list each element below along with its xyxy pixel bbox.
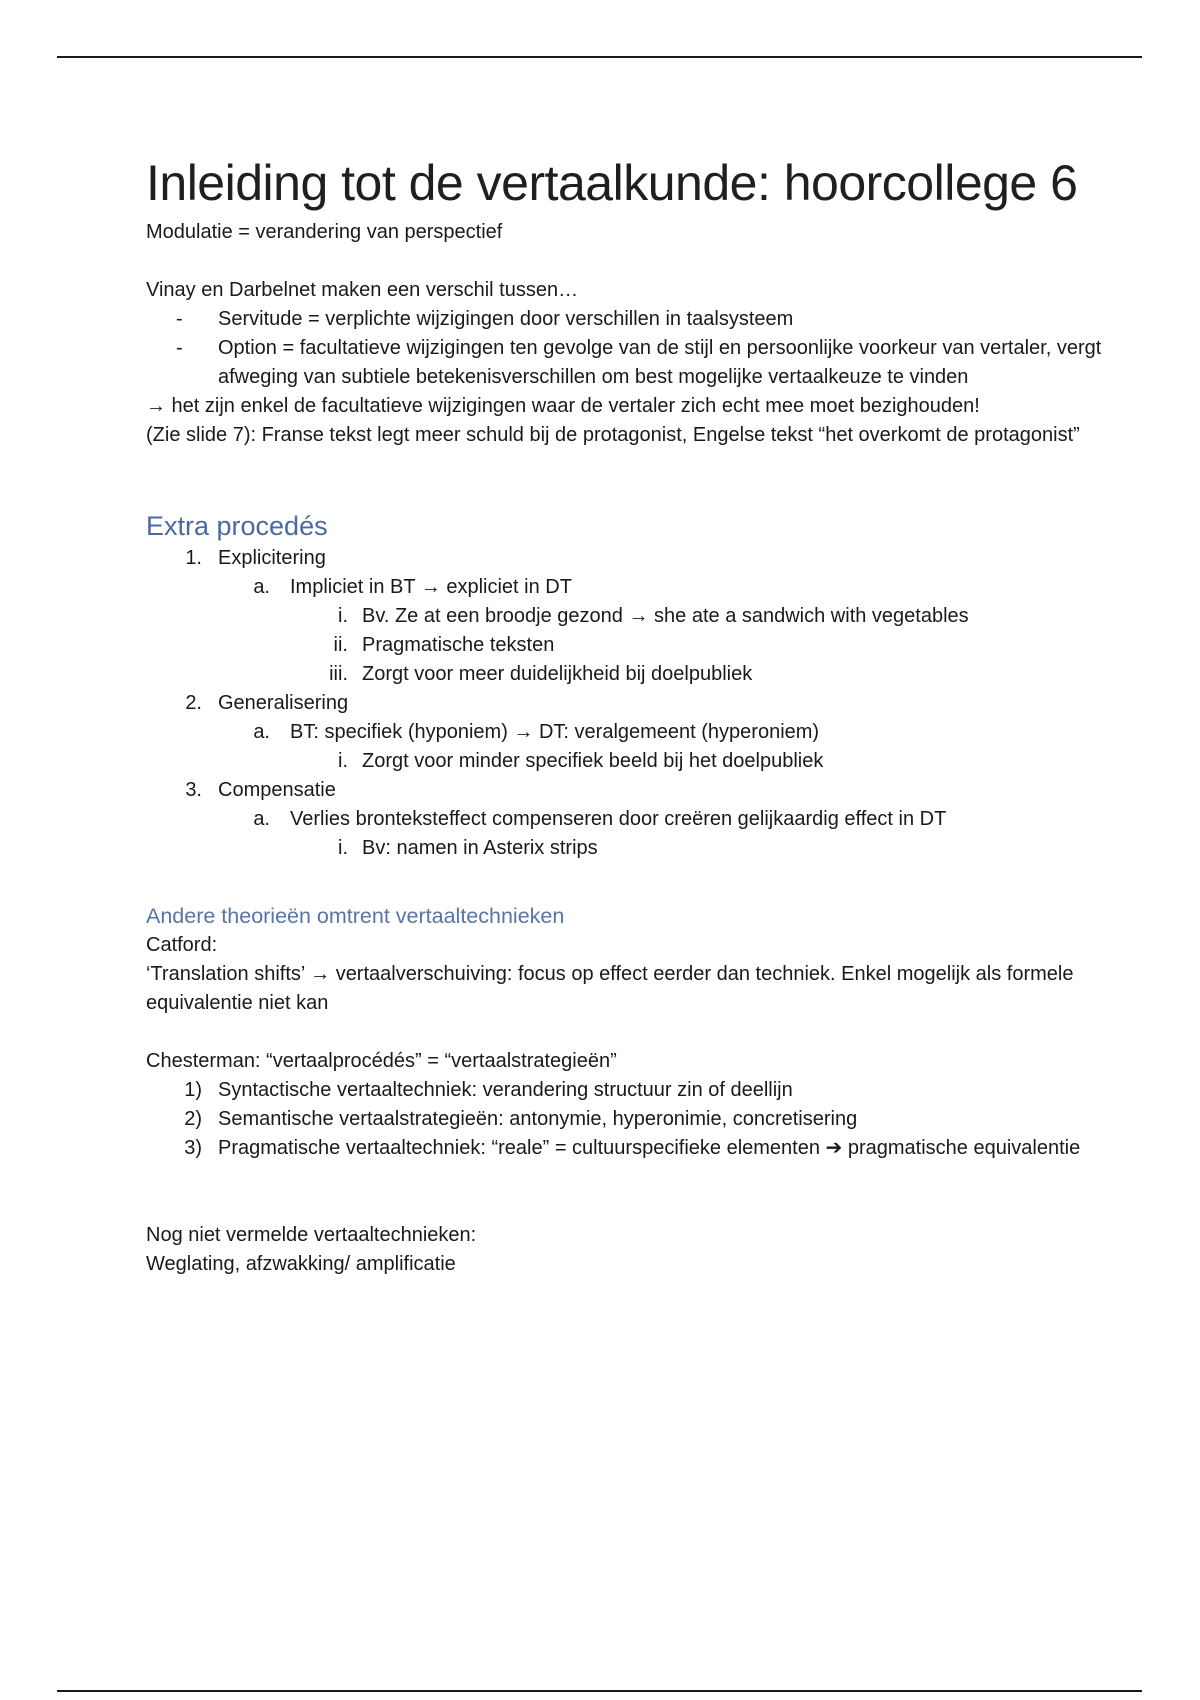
note-slide-7: (Zie slide 7): Franse tekst legt meer schuld bij de protagonist, Engelse tekst “het overkomt de protagonist” <box>146 424 1080 446</box>
chesterman-list <box>146 1076 1106 1163</box>
list-item-text: Bv: namen in Asterix strips <box>362 837 598 859</box>
list-item <box>218 805 1106 863</box>
list-marker: 2. <box>185 692 202 714</box>
list-item <box>146 689 1106 776</box>
list-marker: 3) <box>184 1137 202 1159</box>
list-item-text: Pragmatische vertaaltechniek: “reale” = cultuurspecifieke elementen ➔ pragmatische equivalentie <box>218 1137 1081 1159</box>
list-marker: - <box>176 308 183 330</box>
catford-label: Catford: <box>146 934 218 956</box>
note-facultatief: → het zijn enkel de facultatieve wijzigingen waar de vertaler zich echt mee moet bezighouden! <box>146 395 980 417</box>
page-title: Inleiding tot de vertaalkunde: hoorcollege 6 <box>146 155 1078 211</box>
sub-list <box>218 573 1106 689</box>
list-marker: 1) <box>184 1079 202 1101</box>
top-rule <box>57 56 1142 58</box>
sub-list <box>218 718 1106 776</box>
list-marker: a. <box>253 576 270 598</box>
unmentioned-label: Nog niet vermelde vertaaltechnieken: <box>146 1224 477 1246</box>
list-item <box>146 544 1106 689</box>
list-item-text: Bv. Ze at een broodje gezond → she ate a sandwich with vegetables <box>362 605 969 627</box>
list-item-text: Impliciet in BT → expliciet in DT <box>290 576 572 598</box>
sub-sub-list <box>290 747 1106 776</box>
section-heading-theories: Andere theorieën omtrent vertaaltechnieken <box>146 904 565 928</box>
list-item-text: Verlies bronteksteffect compenseren door creëren gelijkaardig effect in DT <box>290 808 947 830</box>
list-marker: i. <box>338 605 348 627</box>
list-marker: a. <box>253 721 270 743</box>
list-marker: - <box>176 337 183 359</box>
bottom-rule <box>57 1690 1142 1692</box>
list-item <box>146 305 1106 334</box>
unmentioned-text: Weglating, afzwakking/ amplificatie <box>146 1253 456 1275</box>
list-item-text: Generalisering <box>218 692 349 714</box>
list-marker: 3. <box>185 779 202 801</box>
list-item <box>290 660 1106 689</box>
section-heading-extra: Extra procedés <box>146 511 328 541</box>
list-item <box>146 1105 1106 1134</box>
list-marker: i. <box>338 837 348 859</box>
list-item <box>290 631 1106 660</box>
list-item <box>290 602 1106 631</box>
list-marker: 1. <box>185 547 202 569</box>
list-item-text: Syntactische vertaaltechniek: verandering structuur zin of deellijn <box>218 1079 793 1101</box>
document-page <box>146 148 1106 1279</box>
list-marker: i. <box>338 750 348 772</box>
list-item <box>218 718 1106 776</box>
list-item-text: Compensatie <box>218 779 336 801</box>
dash-list <box>146 305 1106 392</box>
list-item <box>146 334 1106 392</box>
list-item <box>146 1076 1106 1105</box>
list-item-text: Option = facultatieve wijzigingen ten gevolge van de stijl en persoonlijke voorkeur van vertaler, vergt afweging van subtiele betekenisverschillen om best mogelijke vertaalkeuze te vinden <box>218 337 1102 388</box>
sub-sub-list <box>290 834 1106 863</box>
intro-lead: Vinay en Darbelnet maken een verschil tussen… <box>146 279 579 301</box>
list-item-text: Servitude = verplichte wijzigingen door verschillen in taalsysteem <box>218 308 794 330</box>
list-item-text: Zorgt voor meer duidelijkheid bij doelpubliek <box>362 663 753 685</box>
list-marker: a. <box>253 808 270 830</box>
list-item-text: Semantische vertaalstrategieën: antonymie, hyperonimie, concretisering <box>218 1108 858 1130</box>
list-item <box>146 776 1106 863</box>
list-item <box>290 747 1106 776</box>
list-item-text: Pragmatische teksten <box>362 634 555 656</box>
list-marker: 2) <box>184 1108 202 1130</box>
sub-list <box>218 805 1106 863</box>
list-marker: ii. <box>333 634 348 656</box>
list-item <box>146 1134 1106 1163</box>
chesterman-label: Chesterman: “vertaalprocédés” = “vertaalstrategieën” <box>146 1050 617 1072</box>
sub-sub-list <box>290 602 1106 689</box>
list-item <box>290 834 1106 863</box>
list-item-text: BT: specifiek (hyponiem) → DT: veralgemeent (hyperoniem) <box>290 721 820 743</box>
extra-procedures-list <box>146 544 1106 863</box>
list-item <box>218 573 1106 689</box>
modulatie-line: Modulatie = verandering van perspectief <box>146 221 503 243</box>
list-item-text: Explicitering <box>218 547 326 569</box>
list-item-text: Zorgt voor minder specifiek beeld bij het doelpubliek <box>362 750 824 772</box>
list-marker: iii. <box>329 663 348 685</box>
catford-text: ‘Translation shifts’ → vertaalverschuiving: focus op effect eerder dan techniek. Enkel mogelijk als formele equivalentie niet kan <box>146 963 1074 1014</box>
